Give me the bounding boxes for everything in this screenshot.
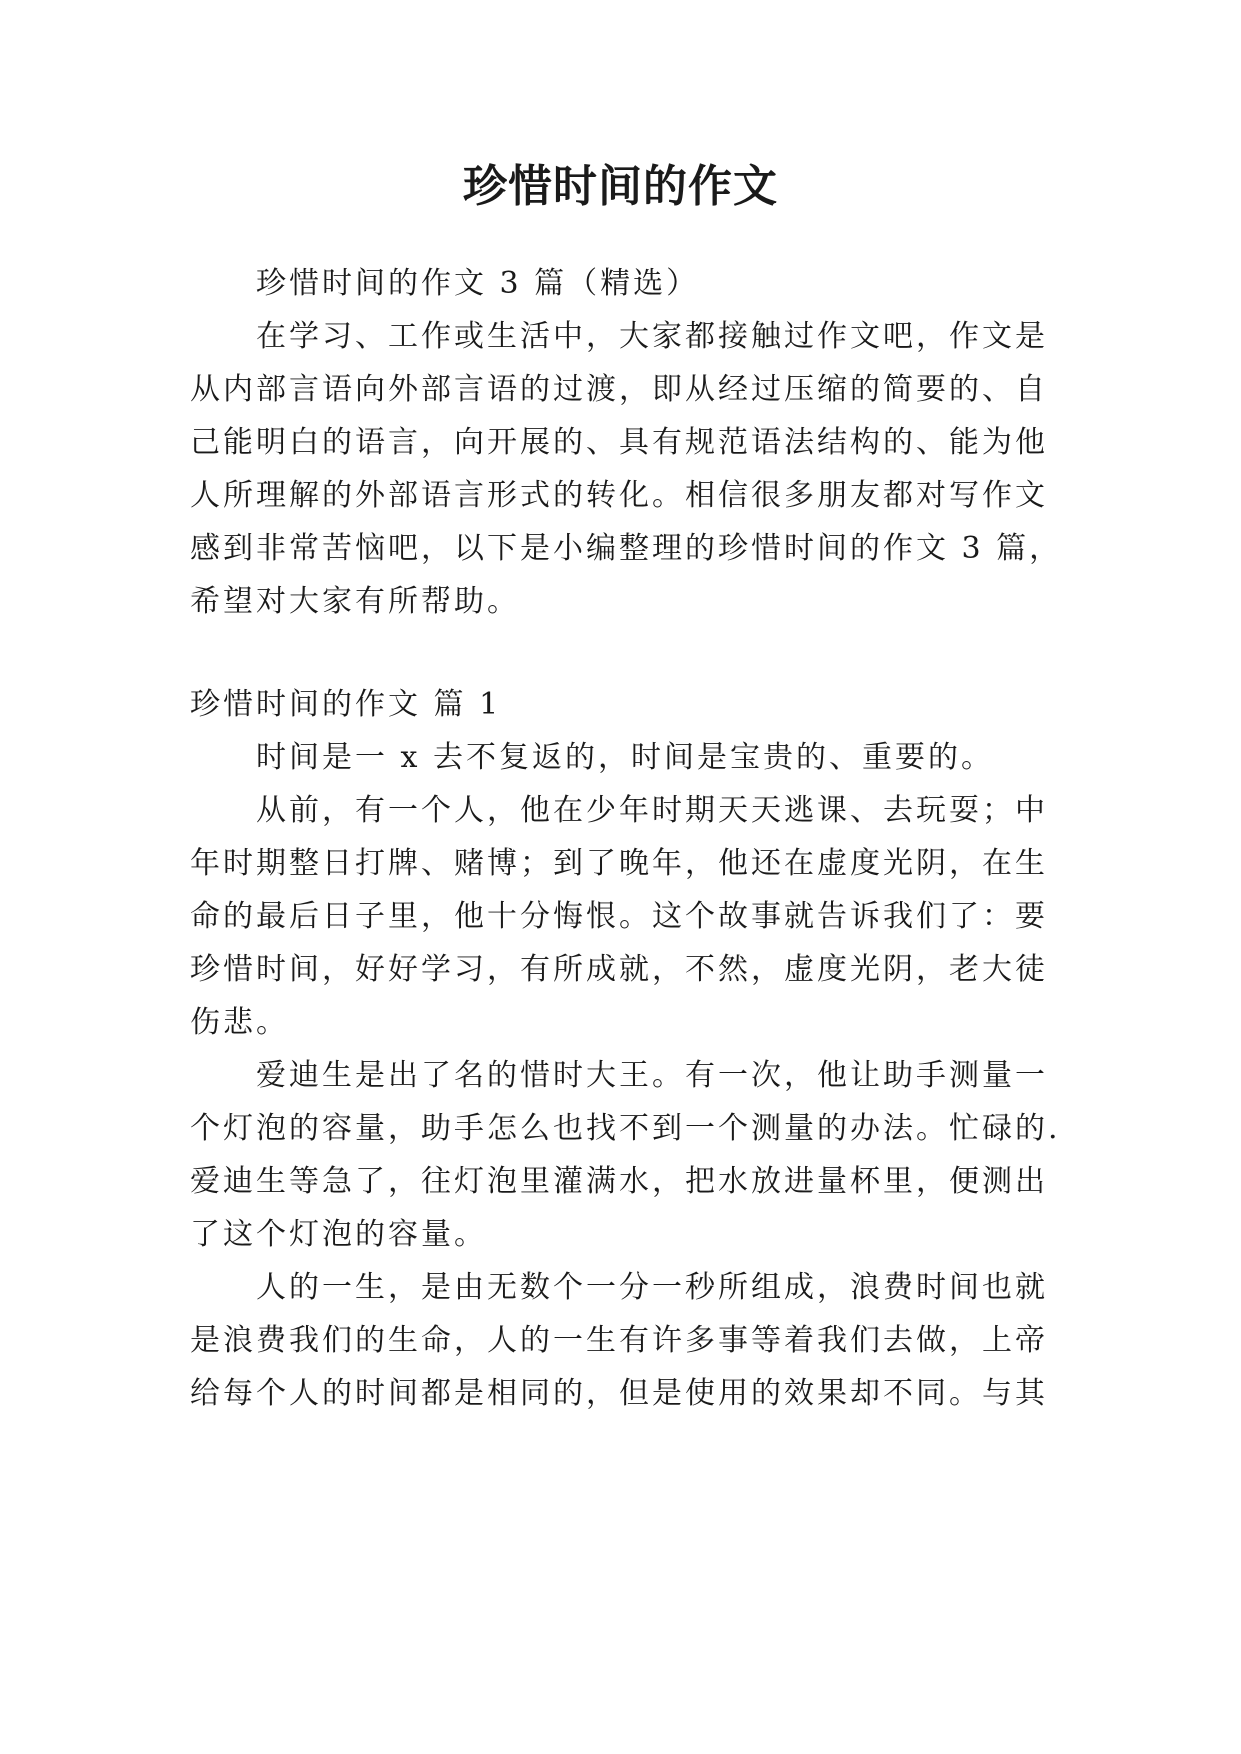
section-heading: 珍惜时间的作文 篇 1	[190, 687, 502, 722]
paragraph-line: 感到非常苦恼吧，以下是小编整理的珍惜时间的作文 3 篇，	[190, 531, 1063, 566]
document-title: 珍惜时间的作文	[463, 161, 778, 212]
paragraph-line: 年时期整日打牌、赌博；到了晚年，他还在虚度光阴，在生	[190, 846, 1048, 881]
paragraph-line: 命的最后日子里，他十分悔恨。这个故事就告诉我们了：要	[190, 899, 1048, 934]
paragraph-line: 从前，有一个人，他在少年时期天天逃课、去玩耍；中	[256, 793, 1048, 828]
paragraph-line: 个灯泡的容量，助手怎么也找不到一个测量的办法。忙碌的.	[190, 1111, 1061, 1146]
paragraph-line: 己能明白的语言，向开展的、具有规范语法结构的、能为他	[190, 425, 1048, 460]
paragraph-line: 人的一生，是由无数个一分一秒所组成，浪费时间也就	[256, 1270, 1048, 1305]
paragraph-line: 了这个灯泡的容量。	[190, 1217, 487, 1252]
paragraph-line: 人所理解的外部语言形式的转化。相信很多朋友都对写作文	[190, 478, 1048, 513]
paragraph-line: 时间是一 x 去不复返的，时间是宝贵的、重要的。	[256, 740, 994, 775]
paragraph-line: 珍惜时间，好好学习，有所成就，不然，虚度光阴，老大徒	[190, 952, 1048, 987]
subtitle-line: 珍惜时间的作文 3 篇（精选）	[256, 266, 700, 301]
paragraph-line: 爱迪生等急了，往灯泡里灌满水，把水放进量杯里，便测出	[190, 1164, 1048, 1199]
paragraph-line: 希望对大家有所帮助。	[190, 584, 520, 619]
paragraph-line: 爱迪生是出了名的惜时大王。有一次，他让助手测量一	[256, 1058, 1048, 1093]
paragraph-line: 在学习、工作或生活中，大家都接触过作文吧，作文是	[256, 319, 1048, 354]
paragraph-line: 是浪费我们的生命，人的一生有许多事等着我们去做，上帝	[190, 1323, 1048, 1358]
paragraph-line: 给每个人的时间都是相同的，但是使用的效果却不同。与其	[190, 1376, 1048, 1411]
paragraph-line: 从内部言语向外部言语的过渡，即从经过压缩的简要的、自	[190, 372, 1048, 407]
paragraph-line: 伤悲。	[190, 1005, 289, 1040]
